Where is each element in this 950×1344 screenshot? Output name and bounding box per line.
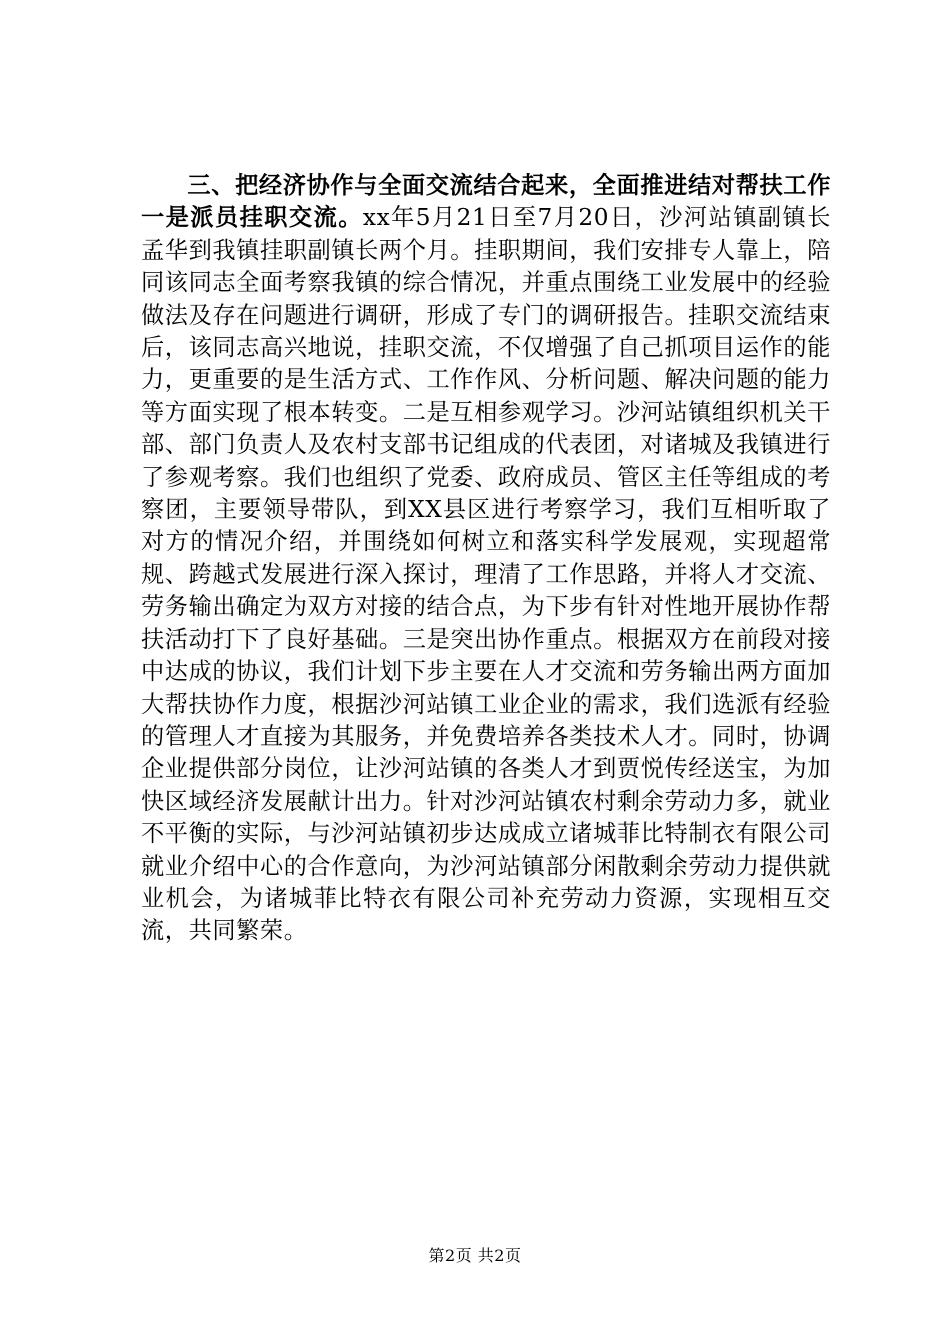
body-paragraph — [141, 170, 831, 948]
page-number: 第2页 共2页 — [428, 1246, 522, 1265]
section-heading: 三、把经济协作与全面交流结合起来，全面推进结对帮扶工作一是派员挂职交流。 — [141, 172, 831, 232]
paragraph-text: xx年5月21日至7月20日，沙河站镇副镇长孟华到我镇挂职副镇长两个月。挂职期间，我们安排专人靠上，陪同该同志全面考察我镇的综合情况，并重点围绕工业发展中的经验做法及存在问题进行调研，形成了专门的调研报告。挂职交流结束后，该同志高兴地说，挂职交流，不仅增强了自己抓项目运作的能力，更重要的是生活方式、工作作风、分析问题、解决问题的能力等方面实现了根本转变。二是互相参观学习。沙河站镇组织机关干部、部门负责人及农村支部书记组成的代表团，对诸城及我镇进行了参观考察。我们也组织了党委、政府成员、管区主任等组成的考察团，主要领导带队，到XX县区进行考察学习，我们互相听取了对方的情况介绍，并围绕如何树立和落实科学发展观，实现超常规、跨越式发展进行深入探讨，理清了工作思路，并将人才交流、劳务输出确定为双方对接的结合点，为下步有针对性地开展协作帮扶活动打下了良好基础。三是突出协作重点。根据双方在前段对接中达成的协议，我们计划下步主要在人才交流和劳务输出两方面加大帮扶协作力度，根据沙河站镇工业企业的需求，我们选派有经验的管理人才直接为其服务，并免费培养各类技术人才。同时，协调企业提供部分岗位，让沙河站镇的各类人才到贾悦传经送宝，为加快区域经济发展献计出力。针对沙河站镇农村剩余劳动力多，就业不平衡的实际，与沙河站镇初步达成成立诸城菲比特制衣有限公司就业介绍中心的合作意向，为沙河站镇部分闲散剩余劳动力提供就业机会，为诸城菲比特衣有限公司补充劳动力资源，实现相互交流，共同繁荣。 — [141, 204, 831, 945]
page-footer — [0, 1245, 950, 1267]
